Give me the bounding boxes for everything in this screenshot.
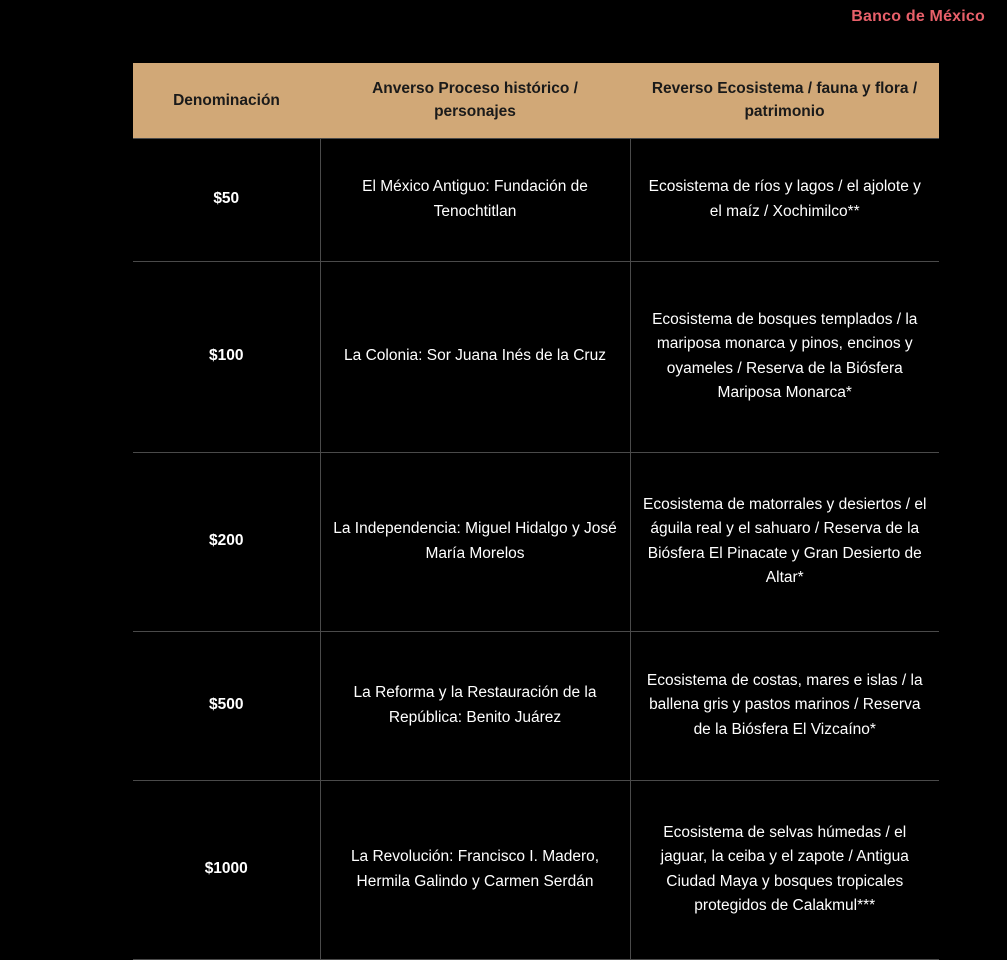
cell-reverso: Ecosistema de matorrales y desiertos / el águila real y el sahuaro / Reserva de la Biósfera El Pinacate y Gran Desierto de Altar* <box>630 452 939 631</box>
cell-denominacion: $100 <box>133 261 320 452</box>
cell-reverso: Ecosistema de ríos y lagos / el ajolote y el maíz / Xochimilco** <box>630 138 939 261</box>
cell-denominacion: $200 <box>133 452 320 631</box>
column-header-denominacion: Denominación <box>133 63 320 138</box>
table-row <box>133 452 939 631</box>
cell-reverso: Ecosistema de selvas húmedas / el jaguar, la ceiba y el zapote / Antigua Ciudad Maya y bosques tropicales protegidos de Calakmul*** <box>630 780 939 959</box>
cell-reverso: Ecosistema de bosques templados / la mariposa monarca y pinos, encinos y oyameles / Reserva de la Biósfera Mariposa Monarca* <box>630 261 939 452</box>
cell-anverso: La Independencia: Miguel Hidalgo y José María Morelos <box>320 452 630 631</box>
banknote-series-table <box>133 63 939 960</box>
table-body <box>133 138 939 959</box>
table-header <box>133 63 939 138</box>
cell-anverso: La Colonia: Sor Juana Inés de la Cruz <box>320 261 630 452</box>
table-row <box>133 138 939 261</box>
cell-denominacion: $1000 <box>133 780 320 959</box>
table-row <box>133 631 939 780</box>
column-header-anverso: Anverso Proceso histórico / personajes <box>320 63 630 138</box>
table-row <box>133 261 939 452</box>
column-header-reverso: Reverso Ecosistema / fauna y flora / patrimonio <box>630 63 939 138</box>
organization-name: Banco de México <box>851 8 985 25</box>
cell-reverso: Ecosistema de costas, mares e islas / la ballena gris y pastos marinos / Reserva de la Biósfera El Vizcaíno* <box>630 631 939 780</box>
cell-anverso: El México Antiguo: Fundación de Tenochtitlan <box>320 138 630 261</box>
cell-denominacion: $50 <box>133 138 320 261</box>
banknote-series-table-container <box>133 63 927 960</box>
table-header-row <box>133 63 939 138</box>
table-row <box>133 780 939 959</box>
cell-anverso: La Revolución: Francisco I. Madero, Hermila Galindo y Carmen Serdán <box>320 780 630 959</box>
cell-denominacion: $500 <box>133 631 320 780</box>
cell-anverso: La Reforma y la Restauración de la República: Benito Juárez <box>320 631 630 780</box>
